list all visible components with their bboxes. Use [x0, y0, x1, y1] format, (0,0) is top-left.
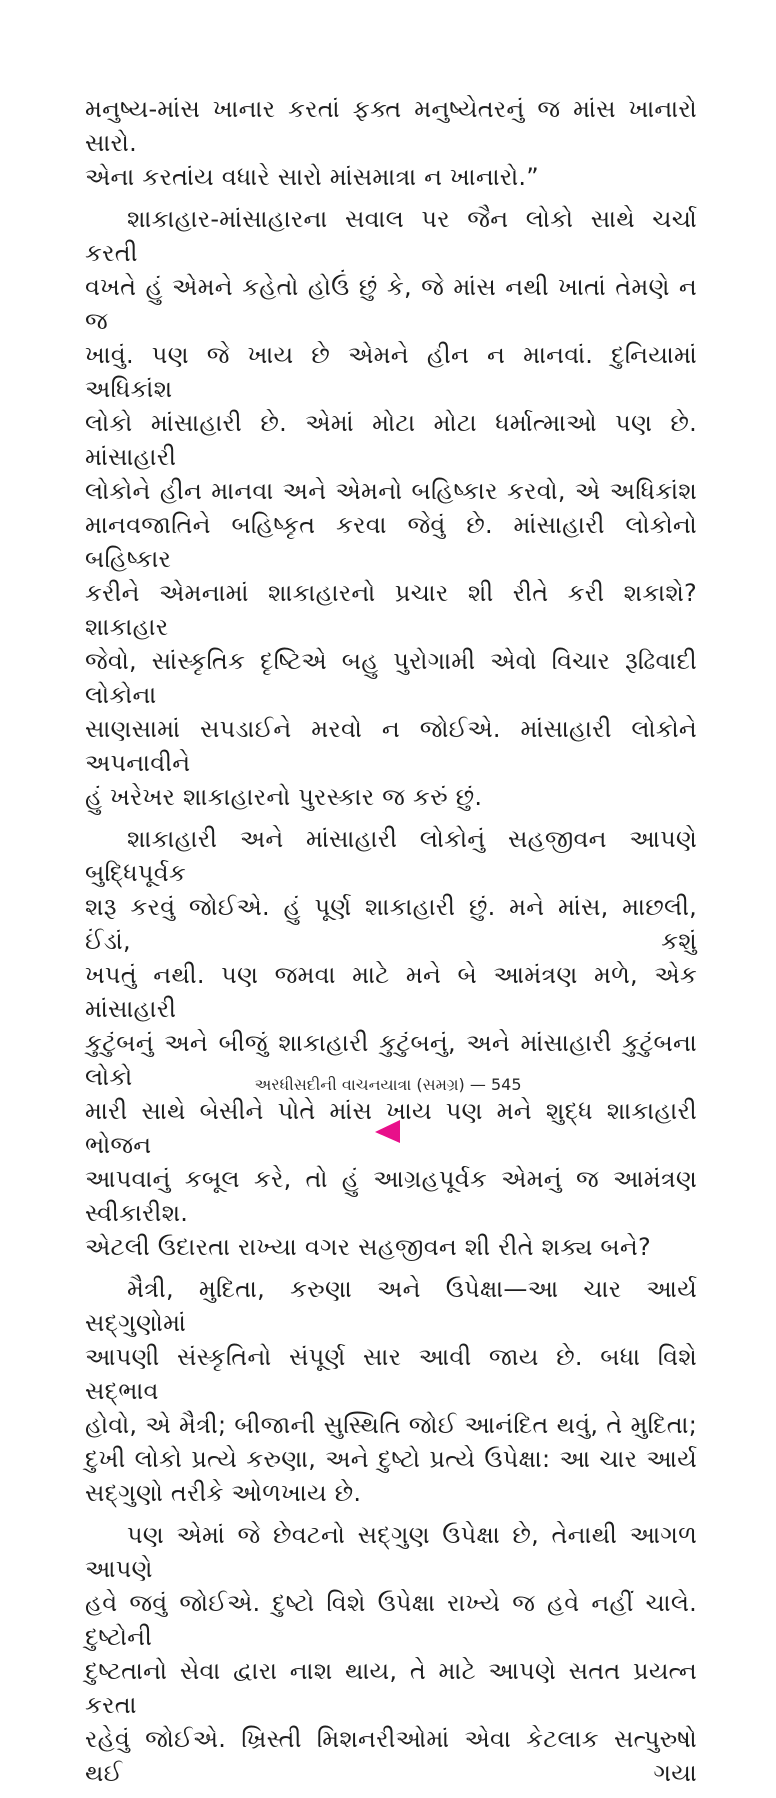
paragraph — [85, 202, 697, 814]
text-line: જેવો, સાંસ્કૃતિક દૃષ્ટિએ બહુ પુરોગામી એવો વિચાર રૂઢિવાદી લોકોના — [85, 647, 697, 709]
body-text — [85, 92, 697, 1798]
text-line: શાકાહારી અને માંસાહારી લોકોનું સહજીવન આપણે બુદ્ધિપૂર્વક — [85, 825, 697, 887]
text-line: એટલી ઉદારતા રાખ્યા વગર સહજીવન શી રીતે શક્ય બને? — [85, 1233, 651, 1261]
text-line: લોકો માંસાહારી છે. એમાં મોટા મોટા ધર્માત્માઓ પણ છે. માંસાહારી — [85, 409, 697, 471]
prev-page-icon[interactable] — [375, 1120, 400, 1143]
text-line: કરીને એમનામાં શાકાહારનો પ્રચાર શી રીતે કરી શકાશે? શાકાહાર — [85, 579, 697, 641]
text-line: માનવજાતિને બહિષ્કૃત કરવા જેવું છે. માંસાહારી લોકોનો બહિષ્કાર — [85, 511, 697, 573]
text-line: હોવો, એ મૈત્રી; બીજાની સુસ્થિતિ જોઈ આનંદિત થવું, તે મુદિતા; — [85, 1411, 697, 1439]
text-line: શાકાહાર-માંસાહારના સવાલ પર જૈન લોકો સાથે ચર્ચા કરતી — [85, 205, 697, 267]
text-line: સાણસામાં સપડાઈને મરવો ન જોઈએ. માંસાહારી લોકોને અપનાવીને — [85, 715, 697, 777]
text-line: વખતે હું એમને કહેતો હોઉં છું કે, જે માંસ નથી ખાતાં તેમણે ન જ — [85, 273, 697, 335]
text-line: એના કરતાંય વધારે સારો માંસમાત્રા ન ખાનારો.” — [85, 163, 539, 191]
text-line: સદ્ગુણો તરીકે ઓળખાય છે. — [85, 1479, 362, 1507]
paragraph — [85, 1272, 697, 1510]
text-line: શરૂ કરવું જોઈએ. હું પૂર્ણ શાકાહારી છું. મને માંસ, માછલી, ઈંડાં, કશું — [85, 893, 697, 955]
text-line: હવે જવું જોઈએ. દુષ્ટો વિશે ઉપેક્ષા રાખ્યે જ હવે નહીં ચાલે. દુષ્ટોની — [85, 1589, 697, 1651]
text-line: ખપતું નથી. પણ જમવા માટે મને બે આમંત્રણ મળે, એક માંસાહારી — [85, 961, 697, 1023]
text-line: દુખી લોકો પ્રત્યે કરુણા, અને દુષ્ટો પ્રત્યે ઉપેક્ષા: આ ચાર આર્ય — [85, 1445, 697, 1473]
paragraph — [85, 1518, 697, 1790]
text-line: મનુષ્ય-માંસ ખાનાર કરતાં ફક્ત મનુષ્યેતરનું જ માંસ ખાનારો સારો. — [85, 95, 697, 157]
text-line: આપવાનું કબૂલ કરે, તો હું આગ્રહપૂર્વક એમનું જ આમંત્રણ સ્વીકારીશ. — [85, 1165, 697, 1227]
text-line: હું ખરેખર શાકાહારનો પુરસ્કાર જ કરું છું. — [85, 783, 483, 811]
paragraph — [85, 822, 697, 1264]
text-line: આપણી સંસ્કૃતિનો સંપૂર્ણ સાર આવી જાય છે. બધા વિશે સદ્ભાવ — [85, 1343, 697, 1405]
text-line: મૈત્રી, મુદિતા, કરુણા અને ઉપેક્ષા—આ ચાર આર્ય સદ્ગુણોમાં — [85, 1275, 697, 1337]
text-line: લોકોને હીન માનવા અને એમનો બહિષ્કાર કરવો, એ અધિકાંશ — [85, 477, 697, 505]
text-line: દુષ્ટતાનો સેવા દ્વારા નાશ થાય, તે માટે આપણે સતત પ્રયત્ન કરતા — [85, 1657, 697, 1719]
text-line: ખાવું. પણ જે ખાય છે એમને હીન ન માનવાં. દુનિયામાં અધિકાંશ — [85, 341, 697, 403]
text-line: કુટુંબનું અને બીજું શાકાહારી કુટુંબનું, અને માંસાહારી કુટુંબના લોકો — [85, 1029, 697, 1091]
text-line: રહેવું જોઈએ. ખ્રિસ્તી મિશનરીઓમાં એવા કેટલાક સત્પુરુષો થઈ ગયા — [85, 1725, 697, 1787]
text-line: પણ એમાં જે છેવટનો સદ્ગુણ ઉપેક્ષા છે, તેનાથી આગળ આપણે — [85, 1521, 697, 1583]
paragraph — [85, 92, 697, 194]
footer-running-title: અરધીસદીની વાચનયાત્રા (સમગ્ર) — 545 — [254, 1075, 522, 1094]
text-line: મારી સાથે બેસીને પોતે માંસ ખાય પણ મને શુદ્ધ શાકાહારી ભોજન — [85, 1097, 697, 1159]
